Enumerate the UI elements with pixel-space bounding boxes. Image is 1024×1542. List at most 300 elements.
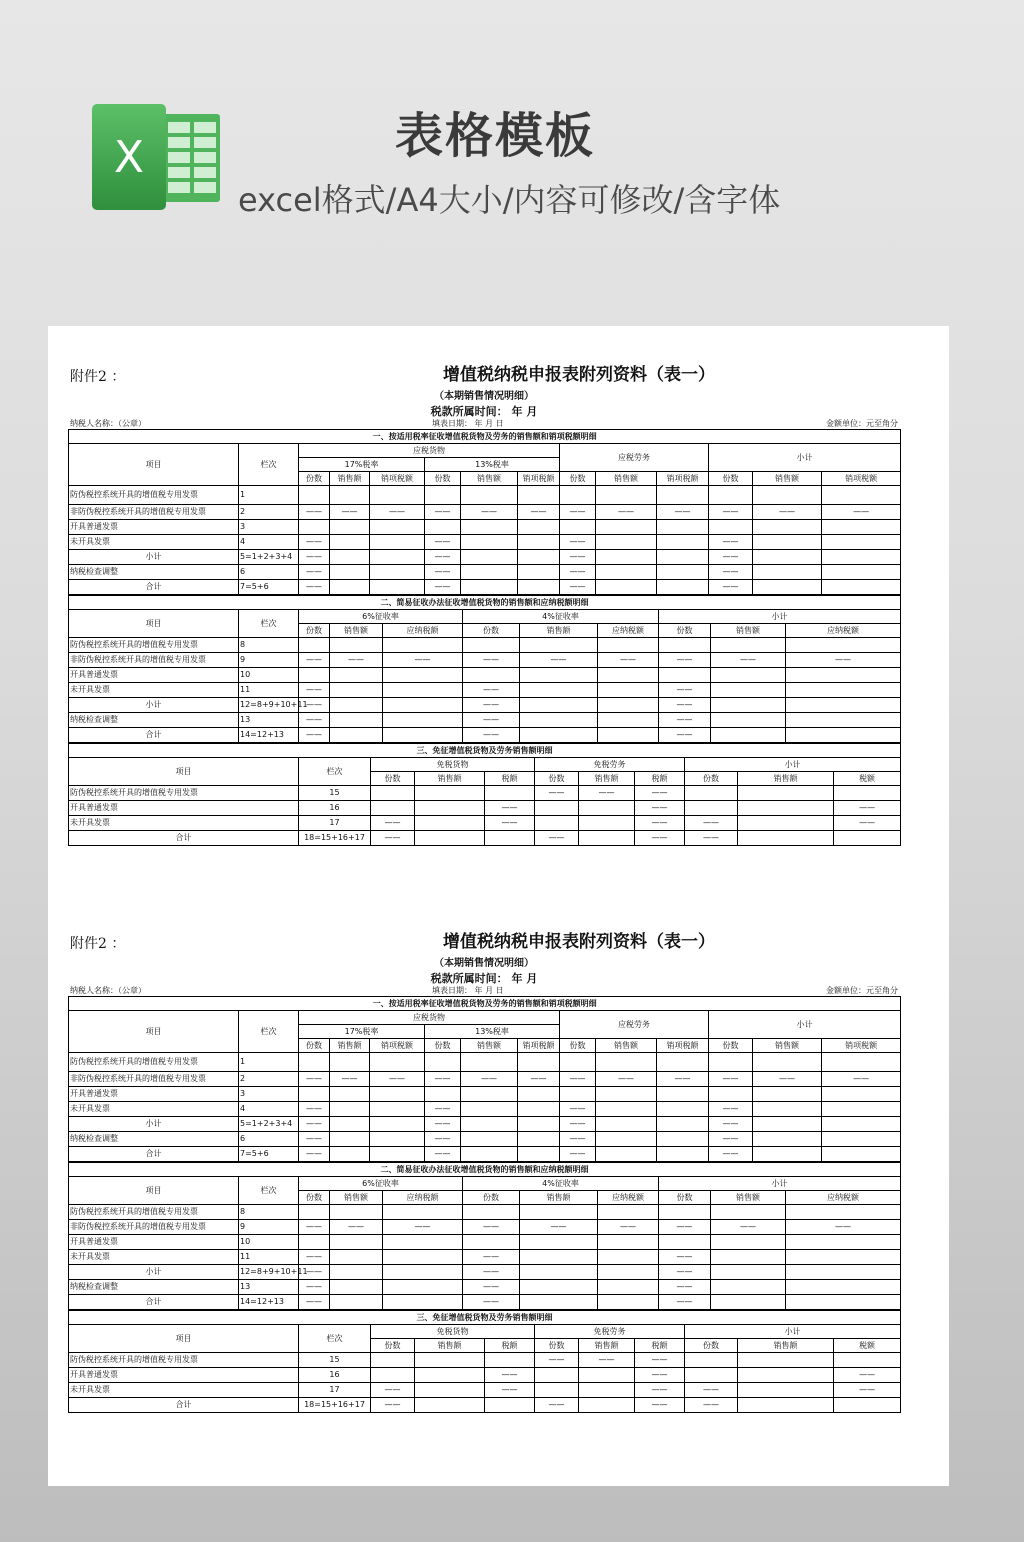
col-item: 项目 [69,1011,239,1053]
blank-cell [738,801,834,816]
blank-cell [415,1383,485,1398]
sub-header: 税额 [834,772,901,786]
blank-cell [657,1147,709,1162]
table-row [69,1117,901,1132]
sub-header: 份数 [560,1039,596,1053]
row-line: 7=5+6 [239,1147,299,1162]
row-item: 未开具发票 [69,683,239,698]
dash-cell: —— [425,565,461,580]
blank-cell [711,1205,786,1220]
excel-icon [92,104,224,210]
sub-header: 份数 [425,472,461,486]
blank-cell [518,535,560,550]
blank-cell [598,1205,659,1220]
blank-cell [598,1280,659,1295]
blank-cell [560,520,596,535]
dash-cell: —— [425,1132,461,1147]
blank-cell [657,550,709,565]
dash-cell: —— [485,816,535,831]
section-1-title: 一、按适用税率征收增值税货物及劳务的销售额和销项税额明细 [69,430,901,444]
blank-cell [579,831,635,846]
table-row [69,1353,901,1368]
col-exempt-service: 免税劳务 [535,758,685,772]
blank-cell [461,580,518,595]
blank-cell [786,1265,901,1280]
blank-cell [711,698,786,713]
row-line: 3 [239,520,299,535]
dash-cell: —— [709,1102,753,1117]
blank-cell [834,831,901,846]
blank-cell [518,1132,560,1147]
blank-cell [371,801,415,816]
blank-cell [461,486,518,505]
blank-cell [520,1280,598,1295]
sub-header: 份数 [560,472,596,486]
sub-header: 销项税额 [822,1039,901,1053]
svg-text:X: X [113,132,145,183]
blank-cell [579,1383,635,1398]
dash-cell: —— [299,565,330,580]
row-item: 非防伪税控系统开具的增值税专用发票 [69,505,239,520]
blank-cell [383,1295,463,1310]
dash-cell: —— [598,653,659,668]
blank-cell [535,1368,579,1383]
blank-cell [711,713,786,728]
blank-cell [461,565,518,580]
sub-header: 税额 [485,772,535,786]
blank-cell [485,831,535,846]
row-item: 开具普通发票 [69,1235,239,1250]
col-rate-6: 6%征收率 [299,1177,463,1191]
dash-cell: —— [463,1220,520,1235]
section-3-title: 三、免征增值税货物及劳务销售额明细 [69,744,901,758]
form-info-row [68,418,900,430]
dash-cell: —— [330,1072,370,1087]
row-item: 非防伪税控系统开具的增值税专用发票 [69,1072,239,1087]
dash-cell: —— [371,1398,415,1413]
row-line: 13 [239,1280,299,1295]
blank-cell [425,520,461,535]
table-row [69,1235,901,1250]
dash-cell: —— [299,1072,330,1087]
col-line: 栏次 [239,610,299,638]
dash-cell: —— [518,505,560,520]
sub-header: 份数 [709,1039,753,1053]
dash-cell: —— [560,1132,596,1147]
blank-cell [461,1102,518,1117]
blank-cell [330,1280,383,1295]
dash-cell: —— [463,653,520,668]
table-row [69,535,901,550]
dash-cell: —— [709,1117,753,1132]
sub-header: 份数 [371,1339,415,1353]
dash-cell: —— [753,505,822,520]
col-subtotal: 小计 [709,1011,901,1039]
blank-cell [330,1147,370,1162]
col-rate-17: 17%税率 [299,458,425,472]
blank-cell [657,1087,709,1102]
dash-cell: —— [535,1398,579,1413]
dash-cell: —— [659,1265,711,1280]
dash-cell: —— [370,505,425,520]
dash-cell: —— [383,653,463,668]
blank-cell [330,520,370,535]
section-1-table [68,429,901,595]
dash-cell: —— [711,1220,786,1235]
row-line: 1 [239,486,299,505]
dash-cell: —— [299,1102,330,1117]
blank-cell [415,801,485,816]
blank-cell [535,1383,579,1398]
dash-cell: —— [711,653,786,668]
blank-cell [596,550,657,565]
blank-cell [299,1053,330,1072]
blank-cell [425,1053,461,1072]
blank-cell [383,1280,463,1295]
row-line: 4 [239,1102,299,1117]
row-line: 1 [239,1053,299,1072]
col-rate-6: 6%征收率 [299,610,463,624]
sub-header: 份数 [299,1191,330,1205]
blank-cell [598,1295,659,1310]
sub-header: 销售额 [738,1339,834,1353]
blank-cell [330,1265,383,1280]
row-item: 未开具发票 [69,1250,239,1265]
dash-cell: —— [463,683,520,698]
paper [48,326,949,1486]
blank-cell [738,816,834,831]
row-item: 防伪税控系统开具的增值税专用发票 [69,786,299,801]
dash-cell: —— [579,786,635,801]
blank-cell [330,1295,383,1310]
blank-cell [786,1295,901,1310]
blank-cell [786,1205,901,1220]
blank-cell [383,698,463,713]
dash-cell: —— [463,1265,520,1280]
col-taxable-goods: 应税货物 [299,1011,560,1025]
sub-header: 销售额 [711,624,786,638]
dash-cell: —— [685,816,738,831]
dash-cell: —— [485,801,535,816]
dash-cell: —— [299,728,330,743]
blank-cell [738,831,834,846]
sub-header: 份数 [463,1191,520,1205]
blank-cell [596,520,657,535]
table-row [69,1205,901,1220]
dash-cell: —— [299,653,330,668]
blank-cell [520,683,598,698]
blank-cell [299,638,330,653]
col-rate-13: 13%税率 [425,1025,560,1039]
dash-cell: —— [659,1280,711,1295]
sheet-1 [68,356,900,846]
col-subtotal: 小计 [659,610,901,624]
blank-cell [738,1398,834,1413]
dash-cell: —— [383,1220,463,1235]
sub-header: 税额 [485,1339,535,1353]
taxpayer-name: 纳税人名称：（公章） [70,986,146,995]
blank-cell [535,816,579,831]
dash-cell: —— [425,1072,461,1087]
form-subtitle: （本期销售情况明细） [434,958,534,969]
blank-cell [822,1053,901,1072]
sub-header: 销售额 [520,624,598,638]
col-exempt-service: 免税劳务 [535,1325,685,1339]
sub-header: 销项税额 [657,1039,709,1053]
blank-cell [822,1087,901,1102]
row-line: 9 [239,1220,299,1235]
blank-cell [299,486,330,505]
dash-cell: —— [463,1250,520,1265]
blank-cell [518,1147,560,1162]
blank-cell [834,786,901,801]
blank-cell [657,486,709,505]
sub-header: 销项税额 [518,472,560,486]
sub-header: 份数 [371,772,415,786]
section-1-table [68,996,901,1162]
dash-cell: —— [299,1250,330,1265]
col-line: 栏次 [299,758,371,786]
dash-cell: —— [425,505,461,520]
dash-cell: —— [786,1220,901,1235]
blank-cell [330,1102,370,1117]
blank-cell [753,535,822,550]
dash-cell: —— [299,698,330,713]
taxpayer-name: 纳税人名称：（公章） [70,419,146,428]
dash-cell: —— [370,1072,425,1087]
blank-cell [596,1053,657,1072]
blank-cell [786,713,901,728]
sub-header: 销售额 [711,1191,786,1205]
row-item: 开具普通发票 [69,801,299,816]
blank-cell [461,1147,518,1162]
sub-header: 份数 [659,1191,711,1205]
dash-cell: —— [535,1353,579,1368]
blank-cell [786,728,901,743]
row-line: 11 [239,1250,299,1265]
dash-cell: —— [560,550,596,565]
row-line: 5=1+2+3+4 [239,1117,299,1132]
section-3-title: 三、免征增值税货物及劳务销售额明细 [69,1311,901,1325]
dash-cell: —— [596,1072,657,1087]
blank-cell [299,1235,330,1250]
col-rate-4: 4%征收率 [463,610,659,624]
blank-cell [383,638,463,653]
blank-cell [415,786,485,801]
row-line: 16 [299,1368,371,1383]
blank-cell [560,1053,596,1072]
blank-cell [463,1205,520,1220]
row-line: 16 [299,801,371,816]
blank-cell [822,486,901,505]
section-3-table [68,743,901,846]
sub-header: 销售额 [415,772,485,786]
row-line: 12=8+9+10+11 [239,698,299,713]
blank-cell [520,728,598,743]
blank-cell [711,1235,786,1250]
blank-cell [485,1398,535,1413]
blank-cell [598,638,659,653]
blank-cell [520,713,598,728]
sub-header: 销售额 [330,1039,370,1053]
col-item: 项目 [69,1325,299,1353]
col-item: 项目 [69,610,239,638]
blank-cell [657,565,709,580]
dash-cell: —— [299,1132,330,1147]
blank-cell [415,1398,485,1413]
dash-cell: —— [822,505,901,520]
table-row [69,713,901,728]
col-subtotal: 小计 [659,1177,901,1191]
table-row [69,1250,901,1265]
blank-cell [738,1353,834,1368]
row-line: 14=12+13 [239,728,299,743]
dash-cell: —— [518,1072,560,1087]
table-row [69,505,901,520]
sub-header: 销售额 [596,472,657,486]
blank-cell [330,1235,383,1250]
table-row [69,683,901,698]
dash-cell: —— [425,1117,461,1132]
table-row [69,520,901,535]
dash-cell: —— [299,1280,330,1295]
dash-cell: —— [685,831,738,846]
dash-cell: —— [371,1383,415,1398]
dash-cell: —— [579,1353,635,1368]
blank-cell [596,535,657,550]
blank-cell [579,816,635,831]
blank-cell [822,1147,901,1162]
blank-cell [659,1235,711,1250]
blank-cell [485,1353,535,1368]
dash-cell: —— [834,1368,901,1383]
dash-cell: —— [659,683,711,698]
form-title: 增值税纳税申报表附列资料（表一） [443,932,715,952]
blank-cell [709,520,753,535]
col-item: 项目 [69,758,299,786]
row-item: 纳税检查调整 [69,713,239,728]
blank-cell [786,638,901,653]
table-row [69,1368,901,1383]
dash-cell: —— [461,505,518,520]
blank-cell [659,668,711,683]
dash-cell: —— [463,728,520,743]
dash-cell: —— [520,1220,598,1235]
row-item: 合计 [69,1147,239,1162]
dash-cell: —— [425,1102,461,1117]
blank-cell [520,1250,598,1265]
blank-cell [753,520,822,535]
sub-header: 应纳税额 [383,1191,463,1205]
col-line: 栏次 [299,1325,371,1353]
form-info-row [68,985,900,997]
blank-cell [598,713,659,728]
dash-cell: —— [560,1117,596,1132]
dash-cell: —— [330,505,370,520]
dash-cell: —— [560,535,596,550]
row-line: 2 [239,505,299,520]
sub-header: 销售额 [461,1039,518,1053]
blank-cell [370,520,425,535]
blank-cell [753,486,822,505]
blank-cell [299,1205,330,1220]
col-subtotal: 小计 [709,444,901,472]
blank-cell [753,550,822,565]
blank-cell [383,668,463,683]
sub-header: 份数 [299,472,330,486]
blank-cell [518,580,560,595]
blank-cell [711,683,786,698]
dash-cell: —— [635,1353,685,1368]
sub-header: 应纳税额 [598,624,659,638]
table-row [69,1087,901,1102]
row-item: 小计 [69,1265,239,1280]
blank-cell [485,786,535,801]
blank-cell [598,1265,659,1280]
dash-cell: —— [659,713,711,728]
section-2-title: 二、简易征收办法征收增值税货物的销售额和应纳税额明细 [69,1163,901,1177]
dash-cell: —— [299,1220,330,1235]
dash-cell: —— [330,653,383,668]
row-item: 防伪税控系统开具的增值税专用发票 [69,638,239,653]
table-row [69,638,901,653]
dash-cell: —— [425,580,461,595]
dash-cell: —— [685,1398,738,1413]
sub-header: 销售额 [753,1039,822,1053]
row-item: 小计 [69,550,239,565]
dash-cell: —— [659,1295,711,1310]
row-line: 12=8+9+10+11 [239,1265,299,1280]
row-line: 4 [239,535,299,550]
col-taxable-goods: 应税货物 [299,444,560,458]
tax-period: 税款所属时间： 年 月 [430,972,538,985]
blank-cell [520,698,598,713]
dash-cell: —— [425,550,461,565]
blank-cell [657,1117,709,1132]
blank-cell [753,565,822,580]
blank-cell [685,801,738,816]
dash-cell: —— [635,801,685,816]
col-subtotal: 小计 [685,1325,901,1339]
dash-cell: —— [299,1117,330,1132]
row-line: 9 [239,653,299,668]
row-item: 纳税检查调整 [69,1132,239,1147]
blank-cell [518,1087,560,1102]
section-2-title: 二、简易征收办法征收增值税货物的销售额和应纳税额明细 [69,596,901,610]
dash-cell: —— [535,786,579,801]
sub-header: 销售额 [415,1339,485,1353]
blank-cell [383,1235,463,1250]
dash-cell: —— [461,1072,518,1087]
blank-cell [461,1117,518,1132]
blank-cell [711,728,786,743]
sub-header: 份数 [685,772,738,786]
dash-cell: —— [635,1398,685,1413]
dash-cell: —— [834,801,901,816]
col-rate-4: 4%征收率 [463,1177,659,1191]
table-row [69,486,901,505]
dash-cell: —— [560,1072,596,1087]
blank-cell [330,1205,383,1220]
blank-cell [657,1053,709,1072]
dash-cell: —— [635,816,685,831]
blank-cell [461,1087,518,1102]
blank-cell [598,728,659,743]
blank-cell [463,1235,520,1250]
blank-cell [598,698,659,713]
blank-cell [463,668,520,683]
blank-cell [330,1250,383,1265]
